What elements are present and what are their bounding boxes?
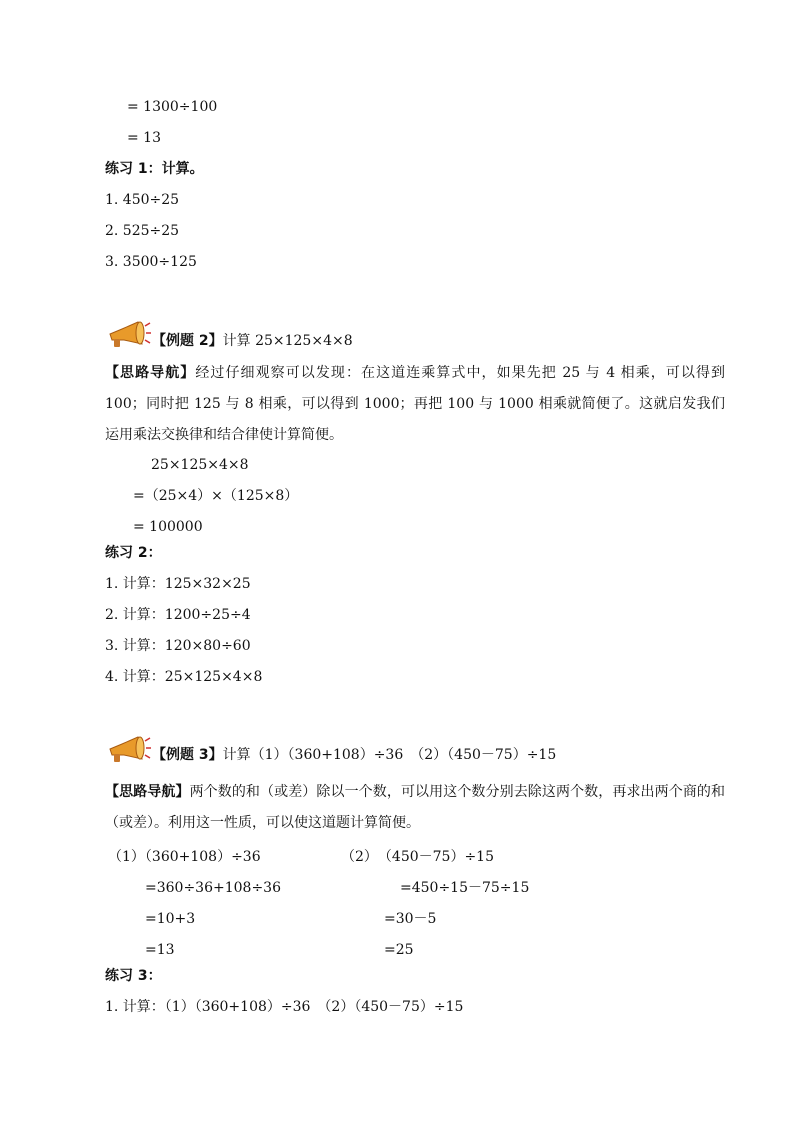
calc-step: = 100000 [133, 519, 203, 535]
practice-3-heading: 练习 3： [105, 968, 162, 984]
guide-label: 【思路导航】 [105, 365, 196, 381]
calc-step-right: =450÷15－75÷15 [400, 880, 530, 896]
practice-1-item: 1. 450÷25 [105, 192, 180, 208]
calc-step-right: （2） （450－75）÷15 [341, 849, 494, 865]
practice-1-item: 2. 525÷25 [105, 223, 180, 239]
example-2-problem: 计算 25×125×4×8 [222, 333, 353, 349]
calc-step-right: =30－5 [384, 911, 437, 927]
practice-2-item: 4. 计算：25×125×4×8 [105, 669, 263, 685]
calc-step: =（25×4）×（125×8） [133, 488, 299, 504]
calc-step-left: =360÷36+108÷36 [145, 880, 281, 896]
calc-step: 25×125×4×8 [151, 457, 249, 473]
example-2-title [152, 331, 353, 351]
calc-step: = 1300÷100 [127, 99, 218, 115]
practice-2-item: 3. 计算：120×80÷60 [105, 638, 251, 654]
practice-3-item: 1. 计算：（1）（360+108）÷36 （2）（450－75）÷15 [105, 999, 464, 1015]
megaphone-icon [104, 320, 152, 350]
calc-step-right: =25 [384, 942, 414, 958]
megaphone-icon [104, 735, 152, 765]
practice-2-item: 1. 计算：125×32×25 [105, 576, 251, 592]
calc-step-left: =13 [145, 942, 175, 958]
guide-text: 经过仔细观察可以发现：在这道连乘算式中，如果先把 25 与 4 相乘，可以得到 100；同时把 125 与 8 相乘，可以得到 1000；再把 100 与 1000 相乘就简便了。这就启发我们运用乘法交换律和结合律使计算简便。 [105, 365, 726, 443]
example-2-guide [105, 358, 725, 451]
example-3-title [152, 745, 556, 765]
guide-label: 【思路导航】 [105, 784, 190, 800]
calc-step-left: （1）（360+108）÷36 [108, 849, 261, 865]
calc-step-left: =10+3 [145, 911, 196, 927]
example-3-problem: 计算（1）（360+108）÷36 （2）（450－75）÷15 [222, 747, 557, 763]
example-3-guide [105, 777, 725, 839]
practice-2-heading: 练习 2： [105, 545, 162, 561]
practice-2-item: 2. 计算：1200÷25÷4 [105, 607, 251, 623]
calc-step: = 13 [127, 130, 161, 146]
practice-1-item: 3. 3500÷125 [105, 254, 197, 270]
example-2-label: 【例题 2】 [152, 333, 223, 349]
example-3-label: 【例题 3】 [152, 747, 223, 763]
practice-1-heading: 练习 1：计算。 [105, 161, 204, 177]
guide-text: 两个数的和（或差）除以一个数，可以用这个数分别去除这两个数，再求出两个商的和（或差）。利用这一性质，可以使这道题计算简便。 [105, 784, 726, 831]
